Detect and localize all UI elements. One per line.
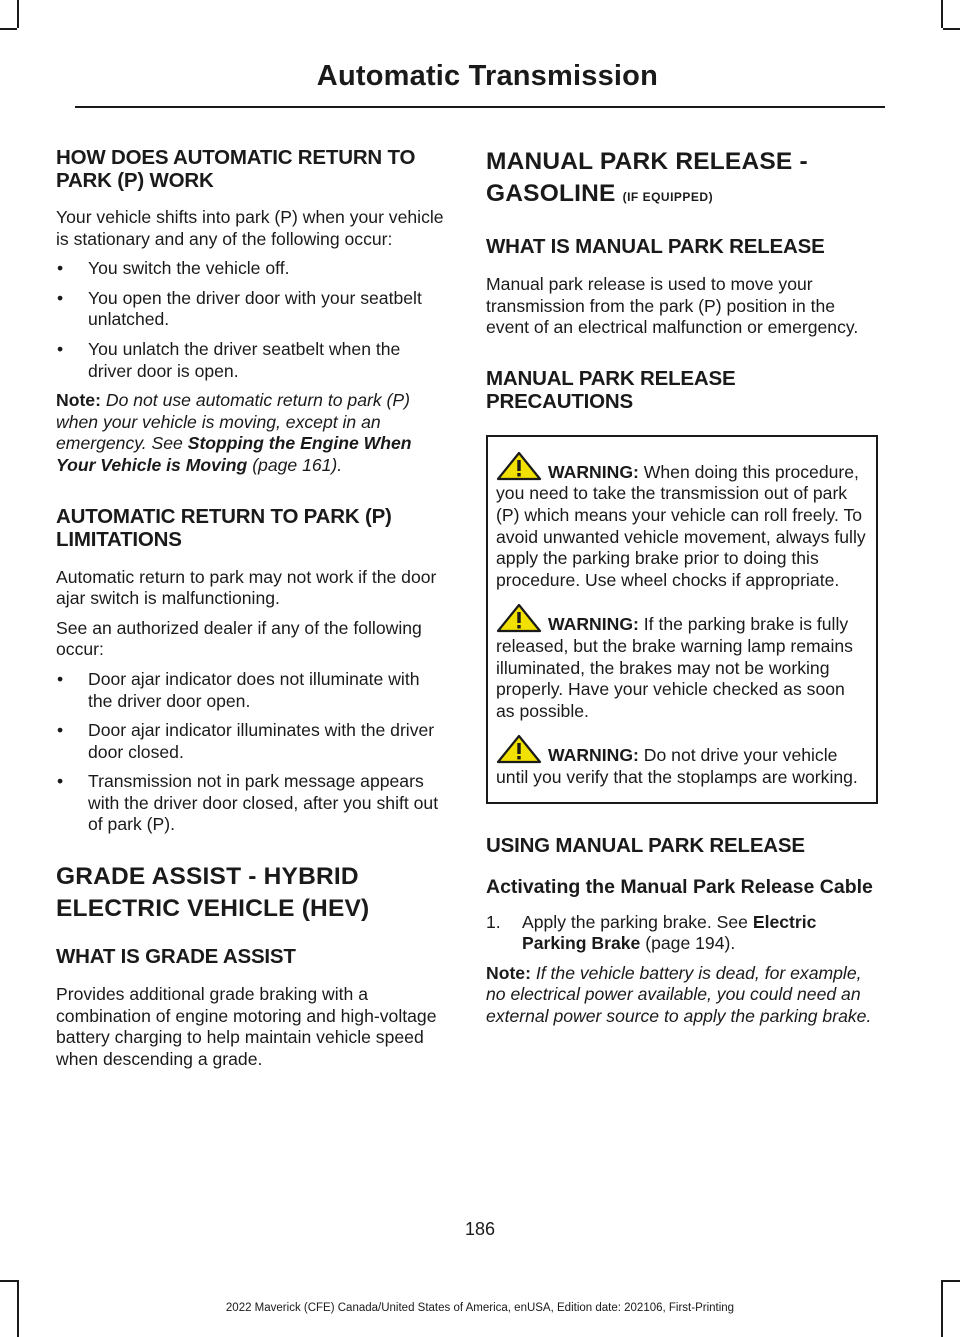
warning-box xyxy=(486,435,878,804)
page-title: Automatic Transmission xyxy=(316,60,658,92)
section-heading: MANUAL PARK RELEASE PRECAUTIONS xyxy=(486,366,736,413)
crop-mark xyxy=(943,1280,960,1282)
paragraph: Provides additional grade braking with a combination of engine motoring and high-voltage battery charging to help maintain vehicle speed when descending a grade. xyxy=(56,984,437,1069)
warning-label: WARNING: xyxy=(548,745,639,766)
equipment-tag: (IF EQUIPPED) xyxy=(622,190,714,204)
cross-reference-link[interactable]: Stopping the Engine When Your Vehicle is Moving xyxy=(56,433,412,475)
header-rule xyxy=(75,106,885,108)
list-item: • Door ajar indicator illuminates with the driver door closed. xyxy=(56,720,448,763)
section-heading: HOW DOES AUTOMATIC RETURN TO PARK (P) WORK xyxy=(56,146,416,192)
step-number: 1. xyxy=(486,911,501,932)
chapter-heading-text: MANUAL PARK RELEASE - GASOLINE xyxy=(486,148,808,207)
cross-reference-link[interactable]: Electric Parking Brake xyxy=(522,911,817,954)
warning-item xyxy=(496,603,868,722)
section-heading: USING MANUAL PARK RELEASE xyxy=(486,833,805,857)
warning-label: WARNING: xyxy=(548,461,639,482)
list-item: • You open the driver door with your seatbelt unlatched. xyxy=(56,288,448,331)
crop-mark xyxy=(941,0,943,28)
step-text: Apply the parking brake. See xyxy=(522,911,748,932)
subsection-heading: Activating the Manual Park Release Cable xyxy=(486,875,873,898)
warning-item xyxy=(496,734,868,788)
list-item: • Transmission not in park message appears with the driver door closed, after you shift out of park (P). xyxy=(56,771,448,836)
section-heading: AUTOMATIC RETURN TO PARK (P) LIMITATIONS xyxy=(56,504,392,551)
note xyxy=(56,390,448,476)
right-column xyxy=(486,146,878,1027)
footer-text: 2022 Maverick (CFE) Canada/United States of America, enUSA, Edition date: 202106, First-Printing xyxy=(225,1302,735,1314)
paragraph: Automatic return to park may not work if the door ajar switch is malfunctioning. xyxy=(56,566,437,609)
warning-text: Do not drive your vehicle until you verify that the stoplamps are working. xyxy=(496,745,858,787)
page-number: 186 xyxy=(464,1219,496,1239)
note xyxy=(486,963,878,1028)
page-reference: (page 194). xyxy=(645,933,736,954)
bullet-list xyxy=(56,669,448,836)
paragraph: See an authorized dealer if any of the following occur: xyxy=(56,617,422,660)
chapter-heading xyxy=(486,146,878,213)
crop-mark xyxy=(943,28,960,30)
warning-text: When doing this procedure, you need to take the transmission out of park (P) which means your vehicle can roll freely. To avoid unwanted vehicle movement, always fully apply the parking brake prior to doing this procedure. Use wheel chocks if appropriate. xyxy=(496,461,866,590)
paragraph: Manual park release is used to move your transmission from the park (P) position in the event of an electrical malfunction or emergency. xyxy=(486,274,859,338)
list-item: • You switch the vehicle off. xyxy=(56,258,448,280)
note-text: Do not use automatic return to park (P) when your vehicle is moving, except in an emergency. See xyxy=(56,390,410,454)
warning-triangle-icon xyxy=(496,734,542,764)
bullet-list xyxy=(56,258,448,382)
page-reference: (page 161). xyxy=(252,454,343,475)
step-item xyxy=(486,912,878,955)
warning-triangle-icon xyxy=(496,603,542,633)
list-item: • You unlatch the driver seatbelt when the driver door is open. xyxy=(56,339,448,382)
chapter-heading: GRADE ASSIST - HYBRID ELECTRIC VEHICLE (HEV) xyxy=(56,863,370,923)
section-heading: WHAT IS MANUAL PARK RELEASE xyxy=(486,235,825,258)
crop-mark xyxy=(0,28,17,30)
paragraph: Your vehicle shifts into park (P) when your vehicle is stationary and any of the following occur: xyxy=(56,207,444,249)
crop-mark xyxy=(0,1280,17,1282)
crop-mark xyxy=(17,0,19,28)
list-item: • Door ajar indicator does not illuminate with the driver door open. xyxy=(56,669,448,712)
warning-text: If the parking brake is fully released, but the brake warning lamp remains illuminated, the brakes may not be working properly. Have your vehicle checked as soon as possible. xyxy=(496,614,853,721)
left-column xyxy=(56,146,448,1070)
note-label: Note: xyxy=(486,962,531,983)
note-text: If the vehicle battery is dead, for example, no electrical power available, you could need an external power source to apply the parking brake. xyxy=(486,962,872,1026)
note-label: Note: xyxy=(56,390,101,411)
warning-triangle-icon xyxy=(496,451,542,481)
warning-label: WARNING: xyxy=(548,614,639,635)
section-heading: WHAT IS GRADE ASSIST xyxy=(56,945,296,969)
warning-item xyxy=(496,451,868,592)
